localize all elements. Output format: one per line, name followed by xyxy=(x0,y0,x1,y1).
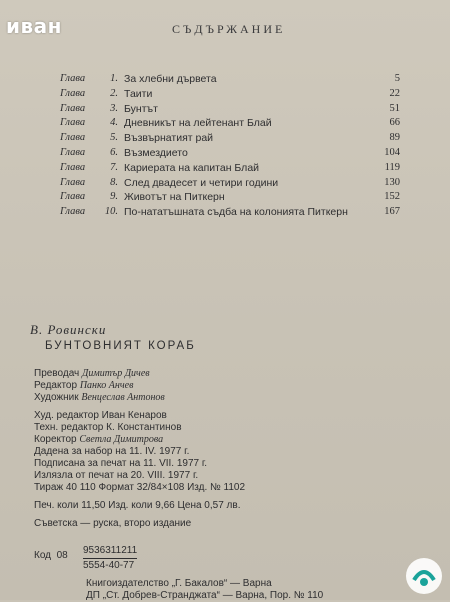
translator-line: Преводач Димитър Дичев xyxy=(34,368,150,379)
toc-entry-label: Глава xyxy=(60,191,86,203)
toc-entry xyxy=(60,72,400,86)
toc-entry-title: Възмездието xyxy=(124,147,188,159)
toc-entry-number: 2. xyxy=(110,87,118,99)
printed-date: Излязла от печат на 20. VIII. 1977 г. xyxy=(34,470,199,481)
proofreader-line: Коректор Светла Димитрова xyxy=(34,434,164,445)
toc-entry-label: Глава xyxy=(60,206,86,218)
editor-line: Редактор Панко Анчев xyxy=(34,380,134,391)
toc-entry-title: Таити xyxy=(124,87,153,100)
toc-entry-label: Глава xyxy=(60,161,86,173)
toc-entry-title: Кариерата на капитан Блай xyxy=(124,161,260,174)
toc-entry-page: 51 xyxy=(389,102,400,114)
code-numbers xyxy=(83,544,137,573)
watermark-text: иван xyxy=(6,14,62,38)
toc-entry-title: Възвърнатият рай xyxy=(124,132,214,145)
toc-entry-number: 4. xyxy=(110,117,118,129)
toc-entry-title: За хлебни дървета xyxy=(124,73,217,85)
toc-entry-label: Глава xyxy=(60,73,86,84)
artist-line: Художник Венцеслав Антонов xyxy=(34,392,165,403)
toc-title: СЪДЪРЖАНИЕ xyxy=(172,22,286,36)
logo-icon xyxy=(404,556,444,596)
toc-entry-title: Животът на Питкерн xyxy=(124,191,225,204)
publisher-line-2: ДП „Ст. Добрев-Странджата“ — Варна, Пор. № 110 xyxy=(86,590,324,601)
toc-entry-page: 66 xyxy=(389,117,400,129)
code-number-top: 9536311211 xyxy=(83,544,137,559)
toc-entry-label: Глава xyxy=(60,117,86,129)
typeset-date: Дадена за набор на 11. IV. 1977 г. xyxy=(34,446,190,457)
toc-entry-page: 5 xyxy=(394,73,400,84)
toc-entry-page: 104 xyxy=(384,147,400,158)
toc-entry-label: Глава xyxy=(60,132,86,144)
toc-entry-page: 89 xyxy=(389,132,400,144)
toc-entry-number: 5. xyxy=(110,132,118,144)
toc-entry-number: 9. xyxy=(110,191,118,203)
edition-note: Съветска — руска, второ издание xyxy=(34,518,192,529)
toc-entry-number: 1. xyxy=(110,73,118,84)
toc-entry-label: Глава xyxy=(60,87,86,99)
toc-entry-number: 3. xyxy=(110,102,118,114)
toc-entry xyxy=(60,190,400,204)
toc-entry-label: Глава xyxy=(60,102,86,114)
toc-entry xyxy=(60,161,400,175)
toc-entry-number: 7. xyxy=(110,161,118,173)
author-name: В. Ровински xyxy=(30,322,107,337)
toc-entry xyxy=(60,146,400,160)
toc-entry xyxy=(60,102,400,116)
toc-entry-number: 8. xyxy=(110,176,118,188)
toc-entry-number: 10. xyxy=(104,206,118,218)
publisher-info xyxy=(86,578,323,602)
toc-entry-page: 167 xyxy=(384,206,400,218)
toc-entry xyxy=(60,87,400,101)
toc-entry-label: Глава xyxy=(60,147,86,158)
sheets-price: Печ. коли 11,50 Изд. коли 9,66 Цена 0,57 лв. xyxy=(34,500,241,511)
toc-entry-number: 6. xyxy=(110,147,118,158)
toc-entry xyxy=(60,131,400,145)
toc-entry-page: 152 xyxy=(384,191,400,203)
toc-entry-page: 119 xyxy=(384,161,400,173)
print-run: Тираж 40 110 Формат 32/84×108 Изд. № 1102 xyxy=(34,482,246,493)
toc-entry-title: Бунтът xyxy=(124,102,158,115)
print-signed-date: Подписана за печат на 11. VII. 1977 г. xyxy=(34,458,208,469)
toc-entry xyxy=(60,116,400,130)
toc-entry xyxy=(60,176,400,190)
code-label: Код 08 xyxy=(34,550,68,561)
toc-entry xyxy=(60,205,400,219)
toc-entry-title: След двадесет и четири години xyxy=(124,176,279,189)
tech-editor-line: Техн. редактор К. Константинов xyxy=(34,422,182,433)
book-title: БУНТОВНИЯТ КОРАБ xyxy=(45,340,196,352)
toc-entry-page: 130 xyxy=(384,176,400,188)
toc-entry-label: Глава xyxy=(60,176,86,188)
toc-entry-title: По-нататъшната съдба на колонията Питкерн xyxy=(124,206,348,219)
toc-entry-title: Дневникът на лейтенант Блай xyxy=(124,117,272,130)
art-editor-line: Худ. редактор Иван Кенаров xyxy=(34,410,167,421)
toc-entry-page: 22 xyxy=(389,87,400,99)
code-number-bottom: 5554-40-77 xyxy=(83,560,135,571)
publisher-line-1: Книгоиздателство „Г. Бакалов“ — Варна xyxy=(86,578,272,589)
